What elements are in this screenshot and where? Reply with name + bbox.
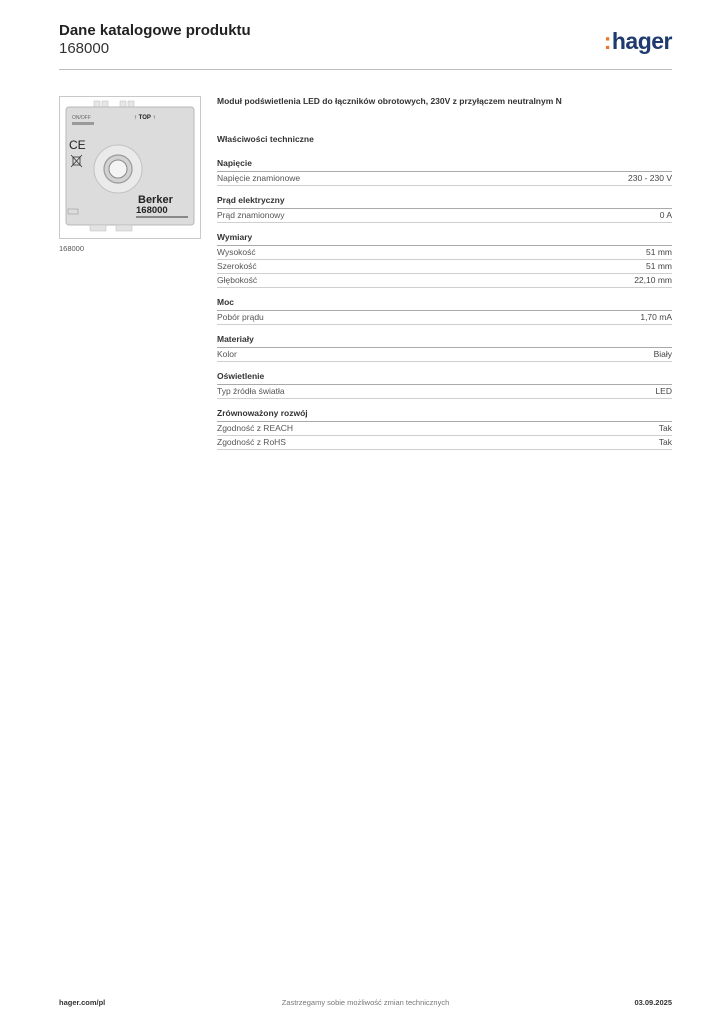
spec-label: Typ źródła światła — [217, 386, 285, 396]
image-caption: 168000 — [59, 244, 85, 253]
spec-label: Wysokość — [217, 247, 256, 257]
spec-label: Pobór prądu — [217, 312, 264, 322]
hager-logo — [604, 28, 672, 55]
footer-notice: Zastrzegamy sobie możliwość zmian technicznych — [281, 998, 450, 1007]
product-description: Moduł podświetlenia LED do łączników obrotowych, 230V z przyłączem neutralnym N — [217, 96, 562, 106]
product-code: 168000 — [59, 40, 110, 57]
spec-value: 230 - 230 V — [628, 173, 672, 183]
spec-group-power — [217, 297, 672, 325]
spec-value: Tak — [658, 423, 672, 433]
spec-row — [217, 209, 672, 223]
properties-title: Właściwości techniczne — [217, 134, 314, 144]
img-label-model: 168000 — [136, 205, 168, 216]
weee-bin-icon — [71, 155, 82, 167]
spec-value: 1,70 mA — [640, 312, 672, 322]
page-title: Dane katalogowe produktu — [59, 22, 251, 39]
spec-group-title: Materiały — [217, 334, 672, 348]
spec-row — [217, 385, 672, 399]
spec-value: Biały — [653, 349, 672, 359]
spec-group-sustainability — [217, 408, 672, 450]
spec-group-materials — [217, 334, 672, 362]
spec-row — [217, 348, 672, 362]
spec-row — [217, 422, 672, 436]
img-label-onoff: ON/OFF — [72, 115, 91, 121]
logo-prefix: : — [603, 28, 611, 54]
spec-value: 51 mm — [646, 261, 672, 271]
spec-row — [217, 436, 672, 450]
spec-label: Zgodność z REACH — [217, 423, 294, 433]
spec-value: 51 mm — [646, 247, 672, 257]
spec-row — [217, 260, 672, 274]
spec-label: Kolor — [217, 349, 237, 359]
spec-group-title: Wymiary — [217, 232, 672, 246]
footer-date: 03.09.2025 — [634, 998, 672, 1007]
img-label-ce: CE — [69, 138, 86, 152]
spec-group-dimensions — [217, 232, 672, 288]
product-details — [217, 96, 672, 459]
spec-group-title: Zrównoważony rozwój — [217, 408, 672, 422]
spec-label: Napięcie znamionowe — [217, 173, 301, 183]
header-divider — [59, 69, 672, 70]
spec-row — [217, 172, 672, 186]
product-image-drawing — [60, 97, 200, 238]
spec-value: LED — [655, 386, 672, 396]
spec-row — [217, 246, 672, 260]
spec-label: Prąd znamionowy — [217, 210, 285, 220]
spec-label: Zgodność z RoHS — [217, 437, 286, 447]
spec-group-title: Moc — [217, 297, 672, 311]
footer-website-link[interactable]: hager.com/pl — [59, 998, 106, 1007]
spec-label: Szerokość — [217, 261, 257, 271]
spec-group-voltage — [217, 158, 672, 186]
spec-group-current — [217, 195, 672, 223]
document-header — [59, 22, 251, 58]
logo-text: hager — [611, 28, 672, 54]
spec-group-title: Oświetlenie — [217, 371, 672, 385]
img-label-top: ↑ TOP ↑ — [134, 115, 156, 121]
spec-group-title: Prąd elektryczny — [217, 195, 672, 209]
spec-row — [217, 311, 672, 325]
spec-label: Głębokość — [217, 275, 258, 285]
spec-value: 0 A — [659, 210, 672, 220]
img-label-brand: Berker — [138, 194, 173, 206]
spec-group-lighting — [217, 371, 672, 399]
spec-value: 22,10 mm — [634, 275, 672, 285]
product-image — [59, 96, 201, 239]
spec-row — [217, 274, 672, 288]
spec-value: Tak — [658, 437, 672, 447]
spec-group-title: Napięcie — [217, 158, 672, 172]
